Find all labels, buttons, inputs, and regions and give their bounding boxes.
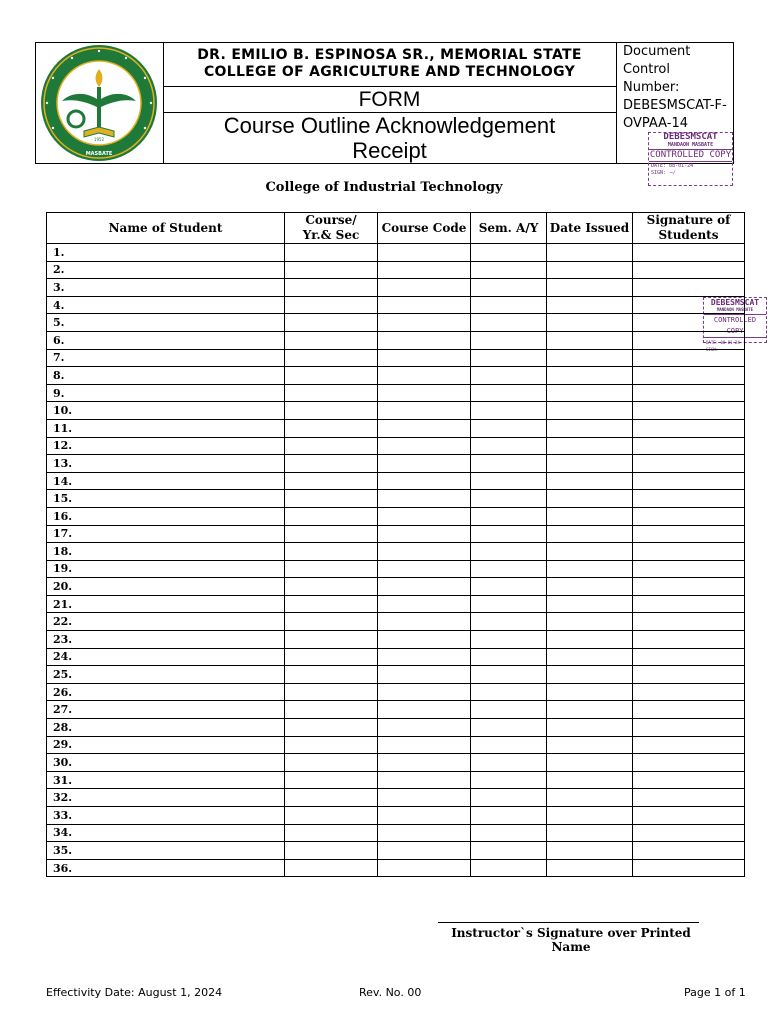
- date-issued-cell[interactable]: [547, 648, 633, 666]
- sem-cell[interactable]: [471, 367, 547, 385]
- date-issued-cell[interactable]: [547, 754, 633, 772]
- table-row: [47, 244, 745, 262]
- signature-cell[interactable]: [633, 314, 745, 332]
- row-number: 29.: [47, 736, 285, 754]
- course-cell[interactable]: [285, 595, 378, 613]
- sem-cell[interactable]: [471, 578, 547, 596]
- sem-cell[interactable]: [471, 402, 547, 420]
- document-control-number: Document Control Number: DEBESMSCAT-F- OVPAA-14: [623, 44, 727, 131]
- date-issued-cell[interactable]: [547, 613, 633, 631]
- signature-cell[interactable]: [633, 349, 745, 367]
- signature-cell[interactable]: [633, 525, 745, 543]
- course-code-cell[interactable]: [378, 754, 471, 772]
- date-issued-cell[interactable]: [547, 437, 633, 455]
- row-number: 9.: [47, 384, 285, 402]
- course-cell[interactable]: [285, 437, 378, 455]
- course-code-cell[interactable]: [378, 525, 471, 543]
- signature-cell[interactable]: [633, 683, 745, 701]
- course-code-cell[interactable]: [378, 648, 471, 666]
- school-name: [163, 43, 616, 87]
- college-seal-logo: [36, 43, 163, 163]
- row-number: 28.: [47, 719, 285, 737]
- table-row: [47, 719, 745, 737]
- date-issued-cell[interactable]: [547, 367, 633, 385]
- row-number: 30.: [47, 754, 285, 772]
- sem-cell[interactable]: [471, 771, 547, 789]
- course-cell[interactable]: [285, 736, 378, 754]
- course-code-cell[interactable]: [378, 789, 471, 807]
- col-header-course: Course/ Yr.& Sec: [285, 213, 378, 244]
- col-header-date-issued: Date Issued: [547, 213, 633, 244]
- table-row: [47, 842, 745, 860]
- row-number: 27.: [47, 701, 285, 719]
- date-issued-cell[interactable]: [547, 789, 633, 807]
- course-cell[interactable]: [285, 560, 378, 578]
- course-code-cell[interactable]: [378, 578, 471, 596]
- date-issued-cell[interactable]: [547, 560, 633, 578]
- table-row: [47, 419, 745, 437]
- signature-cell[interactable]: [633, 701, 745, 719]
- sem-cell[interactable]: [471, 314, 547, 332]
- table-row: [47, 613, 745, 631]
- col-header-signature: Signature of Students: [633, 213, 745, 244]
- course-code-cell[interactable]: [378, 859, 471, 877]
- sem-cell[interactable]: [471, 261, 547, 279]
- row-number: 6.: [47, 331, 285, 349]
- table-row: [47, 543, 745, 561]
- date-issued-cell[interactable]: [547, 631, 633, 649]
- signature-cell[interactable]: [633, 613, 745, 631]
- sem-cell[interactable]: [471, 754, 547, 772]
- table-row: [47, 683, 745, 701]
- row-number: 33.: [47, 807, 285, 825]
- course-code-cell[interactable]: [378, 701, 471, 719]
- course-cell[interactable]: [285, 507, 378, 525]
- row-number: 26.: [47, 683, 285, 701]
- sem-cell[interactable]: [471, 437, 547, 455]
- course-code-cell[interactable]: [378, 842, 471, 860]
- course-code-cell[interactable]: [378, 261, 471, 279]
- table-row: [47, 261, 745, 279]
- sem-cell[interactable]: [471, 631, 547, 649]
- sem-cell[interactable]: [471, 244, 547, 262]
- signature-cell[interactable]: [633, 631, 745, 649]
- course-cell[interactable]: [285, 719, 378, 737]
- signature-cell[interactable]: [633, 807, 745, 825]
- date-issued-cell[interactable]: [547, 419, 633, 437]
- course-cell[interactable]: [285, 331, 378, 349]
- signature-cell[interactable]: [633, 384, 745, 402]
- signature-cell[interactable]: [633, 507, 745, 525]
- course-code-cell[interactable]: [378, 560, 471, 578]
- table-row: [47, 279, 745, 297]
- course-code-cell[interactable]: [378, 402, 471, 420]
- course-code-cell[interactable]: [378, 595, 471, 613]
- course-cell[interactable]: [285, 525, 378, 543]
- row-number: 12.: [47, 437, 285, 455]
- course-code-cell[interactable]: [378, 367, 471, 385]
- course-cell[interactable]: [285, 771, 378, 789]
- signature-cell[interactable]: [633, 261, 745, 279]
- course-code-cell[interactable]: [378, 507, 471, 525]
- course-code-cell[interactable]: [378, 419, 471, 437]
- row-number: 31.: [47, 771, 285, 789]
- course-code-cell[interactable]: [378, 613, 471, 631]
- col-header-sem: Sem. A/Y: [471, 213, 547, 244]
- table-row: [47, 472, 745, 490]
- row-number: 7.: [47, 349, 285, 367]
- table-row: [47, 314, 745, 332]
- form-title-line-1: Course Outline Acknowledgement: [223, 113, 556, 138]
- sem-cell[interactable]: [471, 683, 547, 701]
- course-code-cell[interactable]: [378, 472, 471, 490]
- sem-cell[interactable]: [471, 279, 547, 297]
- course-cell[interactable]: [285, 683, 378, 701]
- date-issued-cell[interactable]: [547, 736, 633, 754]
- table-row: [47, 349, 745, 367]
- table-row: [47, 701, 745, 719]
- table-row: [47, 666, 745, 684]
- sem-cell[interactable]: [471, 719, 547, 737]
- course-code-cell[interactable]: [378, 244, 471, 262]
- signature-cell[interactable]: [633, 331, 745, 349]
- date-issued-cell[interactable]: [547, 455, 633, 473]
- course-code-cell[interactable]: [378, 314, 471, 332]
- sem-cell[interactable]: [471, 455, 547, 473]
- sem-cell[interactable]: [471, 666, 547, 684]
- date-issued-cell[interactable]: [547, 543, 633, 561]
- signature-cell[interactable]: [633, 437, 745, 455]
- row-number: 32.: [47, 789, 285, 807]
- date-issued-cell[interactable]: [547, 525, 633, 543]
- table-row: [47, 631, 745, 649]
- date-issued-cell[interactable]: [547, 824, 633, 842]
- row-number: 36.: [47, 859, 285, 877]
- signature-cell[interactable]: [633, 543, 745, 561]
- date-issued-cell[interactable]: [547, 349, 633, 367]
- form-header: [35, 42, 734, 164]
- signature-cell[interactable]: [633, 560, 745, 578]
- date-issued-cell[interactable]: [547, 719, 633, 737]
- row-number: 13.: [47, 455, 285, 473]
- table-row: [47, 331, 745, 349]
- row-number: 23.: [47, 631, 285, 649]
- course-code-cell[interactable]: [378, 543, 471, 561]
- signature-cell[interactable]: [633, 367, 745, 385]
- header-center: [163, 43, 616, 163]
- date-issued-cell[interactable]: [547, 490, 633, 508]
- table-row: [47, 525, 745, 543]
- signature-cell[interactable]: [633, 279, 745, 297]
- sem-cell[interactable]: [471, 384, 547, 402]
- row-number: 5.: [47, 314, 285, 332]
- course-code-cell[interactable]: [378, 683, 471, 701]
- course-cell[interactable]: [285, 701, 378, 719]
- date-issued-cell[interactable]: [547, 842, 633, 860]
- course-code-cell[interactable]: [378, 631, 471, 649]
- signature-cell[interactable]: [633, 578, 745, 596]
- date-issued-cell[interactable]: [547, 402, 633, 420]
- sem-cell[interactable]: [471, 701, 547, 719]
- sem-cell[interactable]: [471, 419, 547, 437]
- table-row: [47, 736, 745, 754]
- course-cell[interactable]: [285, 824, 378, 842]
- date-issued-cell[interactable]: [547, 279, 633, 297]
- row-number: 15.: [47, 490, 285, 508]
- controlled-copy-stamp-side: DEBESMSCAT MANDAON MASBATE CONTROLLED COPY DATE: 08-01-24 SIGN:: [703, 297, 767, 343]
- course-cell[interactable]: [285, 472, 378, 490]
- row-number: 25.: [47, 666, 285, 684]
- table-body: [47, 244, 745, 877]
- sem-cell[interactable]: [471, 543, 547, 561]
- sem-cell[interactable]: [471, 824, 547, 842]
- svg-text:1952: 1952: [93, 137, 105, 142]
- signature-cell[interactable]: [633, 472, 745, 490]
- row-number: 19.: [47, 560, 285, 578]
- row-number: 11.: [47, 419, 285, 437]
- signature-cell[interactable]: [633, 842, 745, 860]
- date-issued-cell[interactable]: [547, 384, 633, 402]
- row-number: 20.: [47, 578, 285, 596]
- form-title-line-2: Receipt: [352, 138, 427, 163]
- sem-cell[interactable]: [471, 613, 547, 631]
- course-cell[interactable]: [285, 244, 378, 262]
- table-row: [47, 507, 745, 525]
- course-code-cell[interactable]: [378, 296, 471, 314]
- course-code-cell[interactable]: [378, 719, 471, 737]
- sem-cell[interactable]: [471, 525, 547, 543]
- instructor-signature-label: Instructor`s Signature over Printed Name: [451, 926, 691, 954]
- course-cell[interactable]: [285, 384, 378, 402]
- sem-cell[interactable]: [471, 472, 547, 490]
- date-issued-cell[interactable]: [547, 666, 633, 684]
- signature-cell[interactable]: [633, 490, 745, 508]
- row-number: 17.: [47, 525, 285, 543]
- row-number: 10.: [47, 402, 285, 420]
- course-code-cell[interactable]: [378, 331, 471, 349]
- signature-cell[interactable]: [633, 771, 745, 789]
- row-number: 8.: [47, 367, 285, 385]
- course-cell[interactable]: [285, 314, 378, 332]
- course-cell[interactable]: [285, 261, 378, 279]
- signature-cell[interactable]: [633, 824, 745, 842]
- signature-cell[interactable]: [633, 648, 745, 666]
- row-number: 24.: [47, 648, 285, 666]
- row-number: 3.: [47, 279, 285, 297]
- sem-cell[interactable]: [471, 736, 547, 754]
- course-cell[interactable]: [285, 842, 378, 860]
- table-row: [47, 367, 745, 385]
- row-number: 34.: [47, 824, 285, 842]
- signature-cell[interactable]: [633, 736, 745, 754]
- course-code-cell[interactable]: [378, 771, 471, 789]
- row-number: 1.: [47, 244, 285, 262]
- course-cell[interactable]: [285, 402, 378, 420]
- course-cell[interactable]: [285, 296, 378, 314]
- signature-cell[interactable]: [633, 296, 745, 314]
- table-row: [47, 789, 745, 807]
- course-code-cell[interactable]: [378, 349, 471, 367]
- row-number: 16.: [47, 507, 285, 525]
- row-number: 4.: [47, 296, 285, 314]
- sem-cell[interactable]: [471, 807, 547, 825]
- row-number: 35.: [47, 842, 285, 860]
- revision-number: Rev. No. 00: [359, 986, 422, 999]
- date-issued-cell[interactable]: [547, 261, 633, 279]
- date-issued-cell[interactable]: [547, 701, 633, 719]
- course-code-cell[interactable]: [378, 807, 471, 825]
- table-row: [47, 384, 745, 402]
- course-cell[interactable]: [285, 807, 378, 825]
- signature-cell[interactable]: [633, 419, 745, 437]
- table-row: [47, 455, 745, 473]
- sem-cell[interactable]: [471, 842, 547, 860]
- course-cell[interactable]: [285, 789, 378, 807]
- table-row: [47, 578, 745, 596]
- table-row: [47, 437, 745, 455]
- course-cell[interactable]: [285, 613, 378, 631]
- controlled-copy-stamp-header: DEBESMSCAT MANDAON MASBATE CONTROLLED COPY DATE: 08-01-24 SIGN: ~/: [648, 132, 733, 186]
- course-cell[interactable]: [285, 859, 378, 877]
- date-issued-cell[interactable]: [547, 595, 633, 613]
- col-header-course-code: Course Code: [378, 213, 471, 244]
- page-number: Page 1 of 1: [684, 986, 746, 999]
- signature-cell[interactable]: [633, 402, 745, 420]
- date-issued-cell[interactable]: [547, 807, 633, 825]
- svg-text:MASBATE: MASBATE: [85, 151, 113, 157]
- sem-cell[interactable]: [471, 789, 547, 807]
- course-cell[interactable]: [285, 419, 378, 437]
- course-code-cell[interactable]: [378, 666, 471, 684]
- table-row: [47, 560, 745, 578]
- col-header-name: Name of Student: [47, 213, 285, 244]
- sem-cell[interactable]: [471, 595, 547, 613]
- sem-cell[interactable]: [471, 560, 547, 578]
- date-issued-cell[interactable]: [547, 472, 633, 490]
- row-number: 18.: [47, 543, 285, 561]
- course-cell[interactable]: [285, 754, 378, 772]
- row-number: 21.: [47, 595, 285, 613]
- signature-cell[interactable]: [633, 754, 745, 772]
- course-code-cell[interactable]: [378, 736, 471, 754]
- course-cell[interactable]: [285, 349, 378, 367]
- signature-line: [438, 922, 699, 923]
- table-row: [47, 771, 745, 789]
- date-issued-cell[interactable]: [547, 331, 633, 349]
- effectivity-date: Effectivity Date: August 1, 2024: [46, 986, 223, 999]
- course-cell[interactable]: [285, 455, 378, 473]
- college-name: College of Industrial Technology: [265, 180, 503, 195]
- sem-cell[interactable]: [471, 296, 547, 314]
- signature-cell[interactable]: [633, 595, 745, 613]
- signature-cell[interactable]: [633, 666, 745, 684]
- sem-cell[interactable]: [471, 859, 547, 877]
- school-name-line-1: DR. EMILIO B. ESPINOSA SR., MEMORIAL STATE: [197, 47, 582, 63]
- table-row: [47, 490, 745, 508]
- date-issued-cell[interactable]: [547, 507, 633, 525]
- sem-cell[interactable]: [471, 349, 547, 367]
- course-code-cell[interactable]: [378, 490, 471, 508]
- sem-cell[interactable]: [471, 490, 547, 508]
- date-issued-cell[interactable]: [547, 244, 633, 262]
- logo-cell: [36, 43, 164, 163]
- table-row: [47, 296, 745, 314]
- signature-cell[interactable]: [633, 455, 745, 473]
- school-name-line-2: COLLEGE OF AGRICULTURE AND TECHNOLOGY: [203, 64, 576, 80]
- form-label: FORM: [163, 87, 616, 113]
- table-row: [47, 807, 745, 825]
- table-row: [47, 402, 745, 420]
- form-title: [163, 113, 616, 163]
- date-issued-cell[interactable]: [547, 683, 633, 701]
- sem-cell[interactable]: [471, 648, 547, 666]
- signature-cell[interactable]: [633, 789, 745, 807]
- date-issued-cell[interactable]: [547, 578, 633, 596]
- date-issued-cell[interactable]: [547, 296, 633, 314]
- course-code-cell[interactable]: [378, 824, 471, 842]
- row-number: 22.: [47, 613, 285, 631]
- date-issued-cell[interactable]: [547, 771, 633, 789]
- course-cell[interactable]: [285, 367, 378, 385]
- table-row: [47, 824, 745, 842]
- acknowledgement-table: [46, 212, 745, 877]
- sem-cell[interactable]: [471, 507, 547, 525]
- signature-cell[interactable]: [633, 719, 745, 737]
- course-cell[interactable]: [285, 631, 378, 649]
- course-cell[interactable]: [285, 543, 378, 561]
- course-code-cell[interactable]: [378, 279, 471, 297]
- course-cell[interactable]: [285, 279, 378, 297]
- table-row: [47, 595, 745, 613]
- signature-cell[interactable]: [633, 859, 745, 877]
- course-cell[interactable]: [285, 578, 378, 596]
- table-row: [47, 859, 745, 877]
- date-issued-cell[interactable]: [547, 314, 633, 332]
- course-cell[interactable]: [285, 666, 378, 684]
- table-row: [47, 648, 745, 666]
- course-code-cell[interactable]: [378, 437, 471, 455]
- course-code-cell[interactable]: [378, 384, 471, 402]
- course-cell[interactable]: [285, 648, 378, 666]
- signature-cell[interactable]: [633, 244, 745, 262]
- course-code-cell[interactable]: [378, 455, 471, 473]
- row-number: 2.: [47, 261, 285, 279]
- table-header-row: [47, 213, 745, 244]
- date-issued-cell[interactable]: [547, 859, 633, 877]
- row-number: 14.: [47, 472, 285, 490]
- course-cell[interactable]: [285, 490, 378, 508]
- sem-cell[interactable]: [471, 331, 547, 349]
- table-row: [47, 754, 745, 772]
